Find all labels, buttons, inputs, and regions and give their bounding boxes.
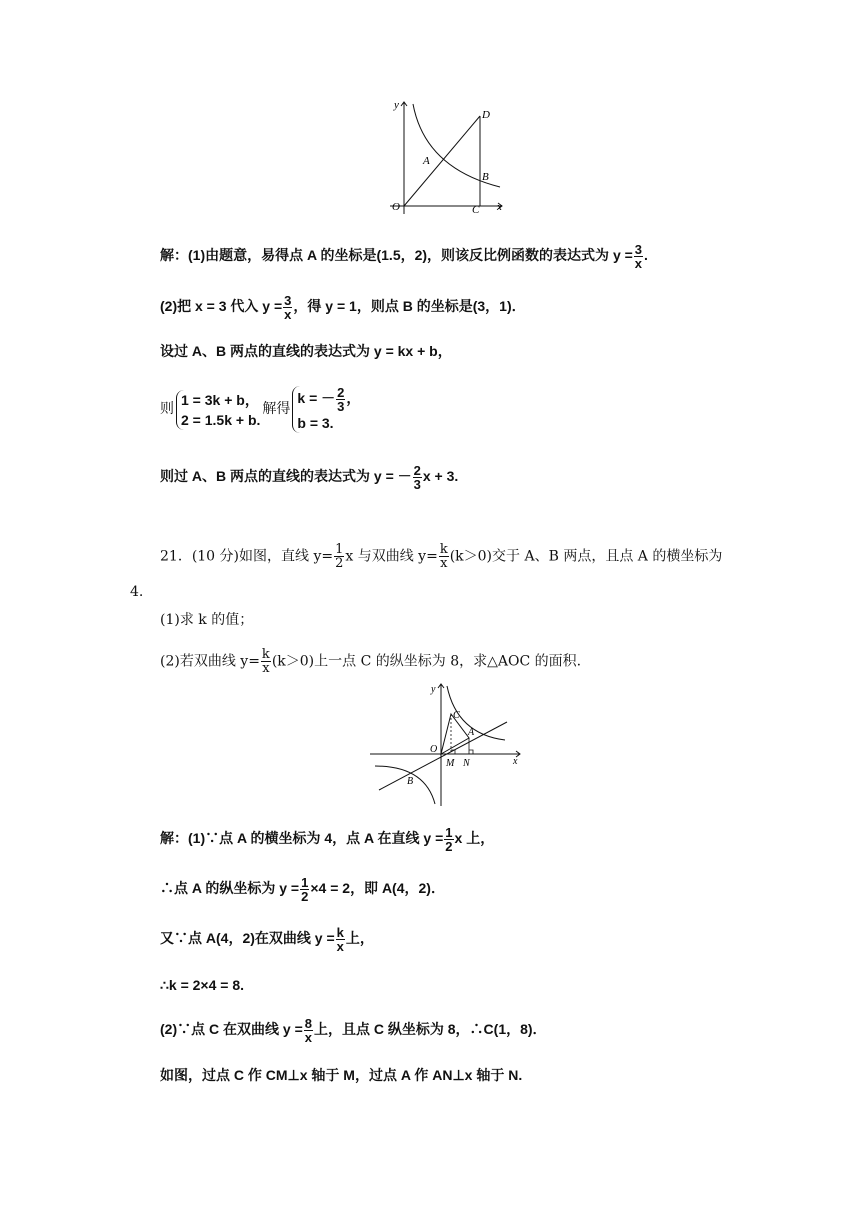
fig2-label-b: B [407,776,414,787]
fig2-label-x: x [513,756,518,767]
fig2-label-y: y [431,684,436,695]
sol21-line3: 又∵点 A(4，2)在双曲线 y = $\frac{k}{x}$ 上， [160,925,374,954]
sol20-line1: 解：(1)由题意，易得点 A 的坐标是(1.5，2)，则该反比例函数的表达式为 y = $\frac{3}{x}$ . [160,242,648,271]
fig1-label-b: B [482,171,489,183]
sol21-line1: 解：(1)∵点 A 的横坐标为 4，点 A 在直线 y = $\frac{1}{2}$ x 上， [160,825,495,854]
fig1-label-x: x [497,201,502,213]
fig2-label-a: A [468,727,475,738]
sol20-line4-system: 则 1 = 3k + b， 2 = 1.5k + b. 解得 k = － $\frac{2}{3}$ ， b = 3. [160,385,361,431]
fig2-label-n: N [463,758,470,769]
figure-1 [380,96,510,218]
sol21-line5: (2)∵点 C 在双曲线 y = $\frac{8}{x}$ 上，且点 C 纵坐标为 8，∴C(1，8)． [160,1016,547,1045]
fig1-label-c: C [472,204,480,216]
sol20-line2: (2)把 x = 3 代入 y = $\frac{3}{x}$ ，得 y = 1，则点 B 的坐标是(3，1)． [160,293,526,322]
sol20-line3: 设过 A、B 两点的直线的表达式为 y = kx + b， [160,343,452,359]
fig2-label-o: O [430,744,438,755]
fig1-label-y: y [394,99,399,111]
sol20-line5: 则过 A、B 两点的直线的表达式为 y = － $\frac{2}{3}$ x + 3. [160,463,459,492]
sol21-line4: ∴k = 2×4 = 8. [160,977,245,993]
sol21-line2: ∴点 A 的纵坐标为 y = $\frac{1}{2}$ ×4 = 2，即 A(4，2)． [160,875,445,904]
figure-2 [365,678,530,810]
sol21-line6: 如图，过点 C 作 CM⊥x 轴于 M，过点 A 作 AN⊥x 轴于 N. [160,1067,523,1083]
q21-line4: (2)若双曲线 y= $\frac{k}{x}$ (k＞0)上一点 C 的纵坐标为 8，求△AOC 的面积. [160,647,582,676]
equation-system-2: k = － $\frac{2}{3}$ ， b = 3. [292,386,360,433]
q21-line3: (1)求 k 的值； [160,612,254,628]
equation-system-1: 1 = 3k + b， 2 = 1.5k + b. [176,390,260,430]
fig2-label-c: C [453,710,460,721]
fig1-label-d: D [482,109,490,121]
fig1-label-o: O [392,201,400,213]
q21-line2: 4. [130,584,144,600]
q21-line1: 21．(10 分)如图，直线 y= $\frac{1}{2}$ x 与双曲线 y= $\frac{k}{x}$ (k＞0)交于 A、B 两点，且点 A 的横坐标为 [160,542,723,571]
fig2-label-m: M [446,758,455,769]
fig1-label-a: A [423,155,430,167]
